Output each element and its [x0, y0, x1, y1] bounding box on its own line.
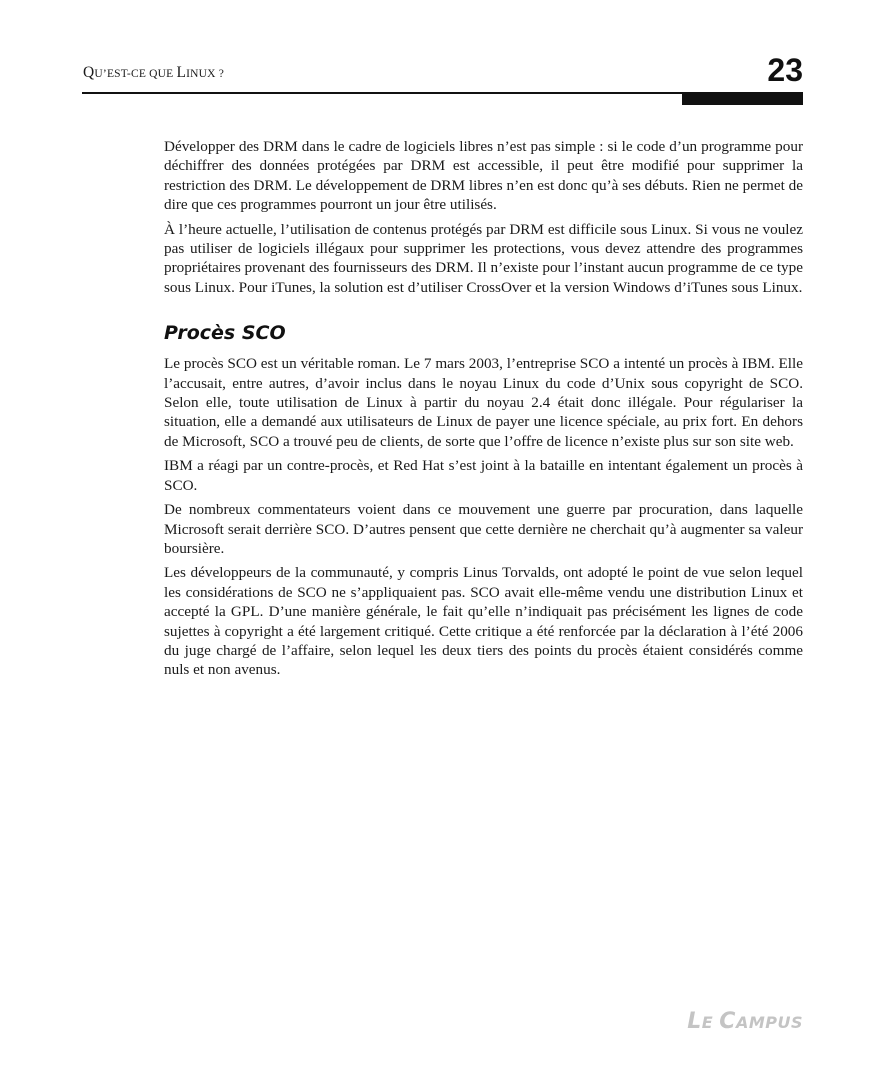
intro-paragraph-1: Développer des DRM dans le cadre de logiciels libres n’est pas simple : si le code d’un programme pour déchiffrer des données protégées par DRM est accessible, il peut être modifié pour supprimer la restriction des DRM. Le développement de DRM libres n’en est donc qu’à ses débuts. Rien ne permet de dire que ces programmes pourront un jour être utilisés. — [164, 138, 803, 214]
header-bar — [682, 94, 803, 105]
section-title: Procès SCO — [164, 322, 286, 345]
publisher-logo: LE CAMPUS — [687, 1009, 803, 1034]
main-content — [164, 137, 803, 685]
intro-paragraph-2: À l’heure actuelle, l’utilisation de contenus protégés par DRM est difficile sous Linux. Si vous ne voulez pas utiliser de logiciels illégaux pour supprimer les protections, vous devez attendre des programmes propriétaires provenant des fournisseurs des DRM. Il n’existe pour l’instant aucun programme de ce type sous Linux. Pour iTunes, la solution est d’utiliser CrossOver et la version Windows d’iTunes sous Linux. — [164, 220, 803, 296]
running-title-smallcaps-1: U’EST-CE QUE — [94, 68, 177, 80]
section-paragraph-2: IBM a réagi par un contre-procès, et Red Hat s’est joint à la bataille en intentant également un procès à SCO. — [164, 457, 803, 494]
running-title-l: L — [176, 64, 187, 81]
running-title-smallcaps-2: INUX ? — [186, 68, 225, 80]
running-title — [83, 64, 224, 82]
section-paragraph-1: Le procès SCO est un véritable roman. Le 7 mars 2003, l’entreprise SCO a intenté un procès à IBM. Elle l’accusait, entre autres, d’avoir inclus dans le noyau Linux du code d’Unix sous copyright de SCO. Selon elle, toute utilisation de Linux à partir du noyau 2.4 était donc illégale. Pour régulariser la situation, elle a demandé aux utilisateurs de Linux de payer une licence spéciale, au prix fort. En dehors de Microsoft, SCO a trouvé peu de clients, de sorte que l’offre de licence n’existe plus sur son site web. — [164, 355, 803, 450]
running-title-q: Q — [83, 64, 95, 81]
section-paragraph-4: Les développeurs de la communauté, y compris Linus Torvalds, ont adopté le point de vue selon lequel les considérations de SCO ne s’appliquaient pas. SCO avait elle-même vendu une distribution Linux et accepté la GPL. D’une manière générale, le fait qu’elle n’indiquait pas précisément les lignes de code sujettes à copyright a été largement critiqué. Cette critique a été renforcée par la déclaration à l’été 2006 du juge chargé de l’affaire, selon lequel les deux tiers des points du procès étaient considérés comme nuls et non avenus. — [164, 564, 803, 679]
section-paragraph-3: De nombreux commentateurs voient dans ce mouvement une guerre par procuration, dans laquelle Microsoft serait derrière SCO. D’autres pensent que cette dernière ne cherchait qu’à augmenter sa valeur boursière. — [164, 501, 803, 557]
page-number: 23 — [767, 52, 803, 88]
